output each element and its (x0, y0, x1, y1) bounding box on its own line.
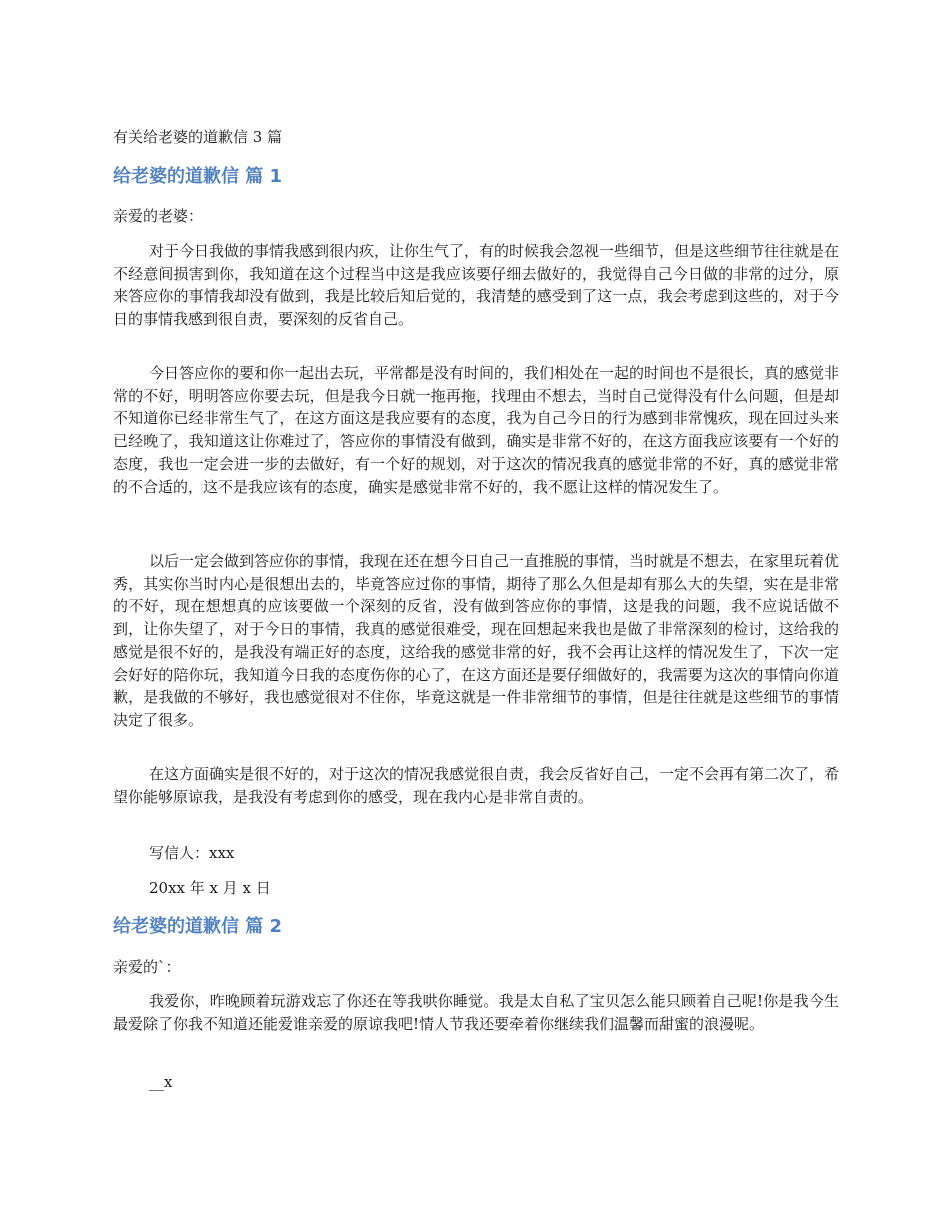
section-heading-1: 给老婆的道歉信 篇 1 (113, 166, 283, 187)
signer-2: __x (149, 1073, 173, 1091)
paragraph-2-1: 我爱你，昨晚顾着玩游戏忘了你还在等我哄你睡觉。我是太自私了宝贝怎么能只顾着自己呢!你是我今生最爱除了你我不知道还能爱谁亲爱的原谅我吧!情人节我还要牵着你继续我们温馨而甜蜜的浪漫呢。 (113, 992, 839, 1033)
paragraph-1-2: 今日答应你的要和你一起出去玩，平常都是没有时间的，我们相处在一起的时间也不是很长，真的感觉非常的不好，明明答应你要去玩，但是我今日就一拖再拖，找理由不想去，当时自己觉得没有什么问题，但是却不知道你已经非常生气了，在这方面这是我应要有的态度，我为自己今日的行为感到非常愧疚，现在回过头来已经晚了，我知道这让你难过了，答应你的事情没有做到，确实是非常不好的，在这方面我应该要有一个好的态度，我也一定会进一步的去做好，有一个好的规划，对于这次的情况我真的感觉非常的不好，真的感觉非常的不合适的，这不是我应该有的态度，确实是感觉非常不好的，我不愿让这样的情况发生了。 (113, 364, 840, 496)
section-heading-2: 给老婆的道歉信 篇 2 (113, 916, 283, 937)
paragraph-1-1: 对于今日我做的事情我感到很内疚，让你生气了，有的时候我会忽视一些细节，但是这些细节往往就是在不经意间损害到你，我知道在这个过程当中这是我应该要仔细去做好的，我觉得自己今日做的非常的过分，原来答应你的事情我却没有做到，我是比较后知后觉的，我清楚的感受到了这一点，我会考虑到这些的，对于今日的事情我感到很自责，要深刻的反省自己。 (113, 242, 840, 329)
salutation-2: 亲爱的`： (113, 958, 181, 976)
signer-1: 写信人：xxx (149, 844, 235, 862)
paragraph-1-3: 以后一定会做到答应你的事情，我现在还在想今日自己一直推脱的事情，当时就是不想去，在家里玩着优秀，其实你当时内心是很想出去的，毕竟答应过你的事情，期待了那么久但是却有那么大的失望，实在是非常的不好，现在想想真的应该要做一个深刻的反省，没有做到答应你的事情，这是我的问题，我不应说话做不到，让你失望了，对于今日的事情，我真的感觉很难受，现在回想起来我也是做了非常深刻的检讨，这给我的感觉是很不好的，是我没有端正好的态度，这给我的感觉非常的好，我不会再让这样的情况发生了，下次一定会好好的陪你玩，我知道今日我的态度伤你的心了，在这方面还是要仔细做好的，我需要为这次的事情向你道歉，是我做的不够好，我也感觉很对不住你，毕竟这就是一件非常细节的事情，但是往往就是这些细节的事情决定了很多。 (113, 552, 840, 729)
date-1: 20xx 年 x 月 x 日 (149, 879, 271, 897)
paragraph-1-4: 在这方面确实是很不好的，对于这次的情况我感觉很自责，我会反省好自己，一定不会再有第二次了，希望你能够原谅我，是我没有考虑到你的感受，现在我内心是非常自责的。 (113, 765, 840, 806)
salutation-1: 亲爱的老婆： (113, 207, 204, 225)
document-title: 有关给老婆的道歉信 3 篇 (113, 128, 283, 146)
